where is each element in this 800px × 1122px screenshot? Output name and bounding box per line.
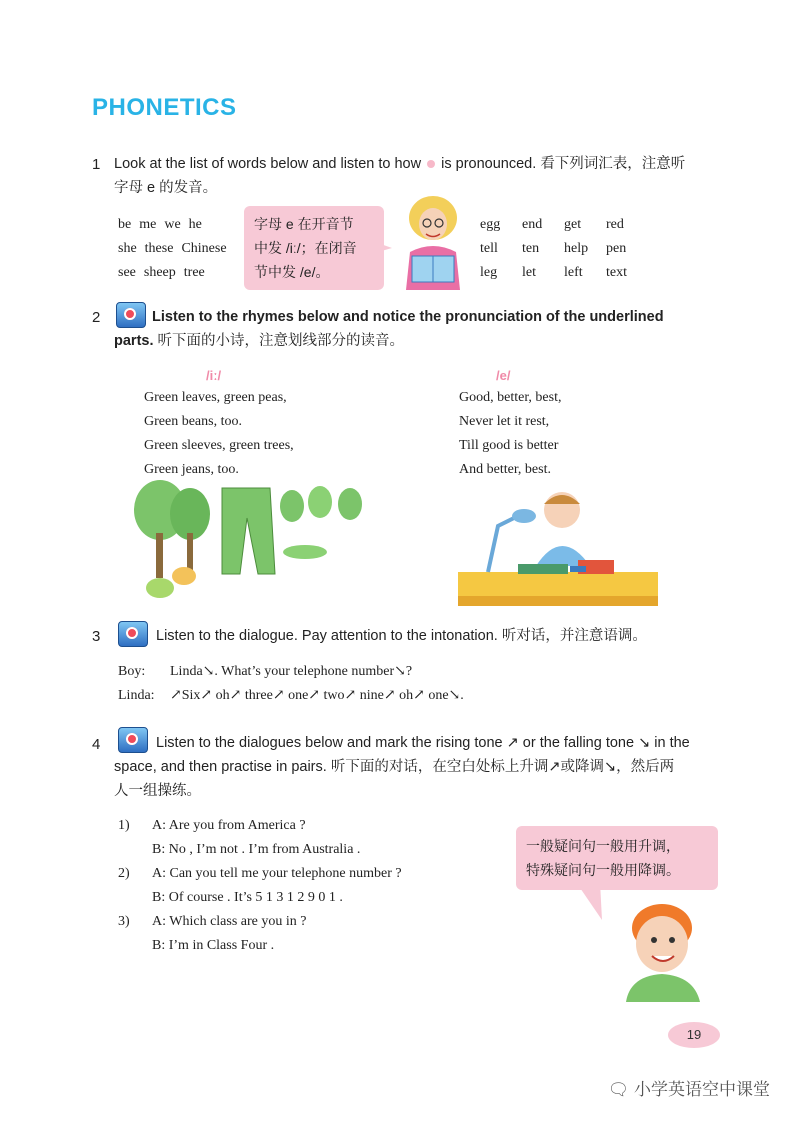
note-line: 节中发 /e/。	[254, 264, 330, 280]
note-line: 特殊疑问句一般用降调。	[526, 862, 680, 878]
dialogue-line: ↗Six↗ oh↗ three↗ one↗ two↗ nine↗ oh↗ one↘.	[170, 688, 464, 703]
item-number: 1)	[118, 818, 130, 833]
closed-syllable-words	[480, 213, 635, 285]
section-4-instruction	[156, 731, 716, 755]
word: end	[522, 217, 543, 232]
word: be	[118, 217, 132, 232]
instruction-cn: 字母 e 的发音。	[114, 180, 218, 196]
rhyme-line: Green sleeves, green trees,	[144, 438, 294, 453]
watermark-text: 小学英语空中课堂	[634, 1080, 770, 1099]
section-4-instruction-line2	[114, 755, 724, 803]
instruction-cn: 听对话，并注意语调。	[501, 628, 647, 644]
word: tree	[183, 265, 205, 280]
dialogue	[118, 660, 464, 708]
instruction-text: Listen to the rhymes below and notice the pronunciation of the underlined	[152, 309, 664, 325]
boy-illustration-icon	[618, 898, 708, 1002]
word: Chinese	[181, 241, 227, 256]
rhyme-right	[459, 386, 561, 482]
rhyme-line: And better, best.	[459, 462, 551, 477]
rhyme-line: Green beans, too.	[144, 414, 242, 429]
word: ten	[522, 241, 540, 256]
section-3-number: 3	[92, 628, 101, 645]
item-number: 2)	[118, 866, 130, 881]
section-3-instruction	[156, 624, 716, 648]
speaker-label: Linda:	[118, 688, 155, 703]
phonetic-symbol-e: /e/	[496, 368, 511, 383]
word: red	[606, 217, 624, 232]
letter-e-dot	[427, 160, 435, 168]
word: egg	[480, 217, 501, 232]
teacher-illustration-icon	[398, 190, 468, 290]
rhyme-left	[144, 386, 294, 482]
watermark	[608, 1075, 770, 1100]
note-line: 中发 /iː/；在闭音	[254, 240, 357, 256]
word: see	[118, 265, 136, 280]
exercise-list	[118, 814, 488, 958]
word: me	[139, 217, 157, 232]
instruction-cn: 看下列词汇表，注意听	[540, 156, 686, 172]
section-2-instruction-line2	[114, 329, 714, 353]
rhyme-line: Till good is better	[459, 438, 559, 453]
instruction-text: parts.	[114, 333, 154, 349]
wechat-icon: 🗨	[607, 1080, 630, 1099]
exercise-line[interactable]: A: Can you tell me your telephone number ?	[152, 866, 402, 881]
boy-studying-illustration-icon	[458, 486, 658, 606]
exercise-line[interactable]: B: No , I’m not . I’m from Australia .	[152, 842, 361, 857]
page-title: PHONETICS	[92, 94, 237, 121]
open-syllable-words	[118, 213, 235, 285]
speaker-label: Boy:	[118, 664, 146, 679]
word: these	[144, 241, 174, 256]
note-line: 一般疑问句一般用升调，	[526, 838, 680, 854]
rhyme-line: Green jeans, too.	[144, 462, 239, 477]
instruction-cn: 听下面的小诗，注意划线部分的读音。	[157, 333, 405, 349]
instruction-cn: 听下面的对话，在空白处标上升调↗或降调↘，然后两	[330, 759, 675, 775]
word: left	[564, 265, 583, 280]
section-1-number: 1	[92, 156, 101, 173]
word: pen	[606, 241, 627, 256]
phonetic-symbol-ee: /iː/	[206, 368, 222, 383]
note-line: 字母 e 在开音节	[254, 216, 354, 232]
word: we	[164, 217, 181, 232]
audio-icon[interactable]	[118, 621, 148, 647]
page-number: 19	[668, 1022, 720, 1048]
item-number: 3)	[118, 914, 130, 929]
dialogue-line: Linda↘. What’s your telephone number↘?	[170, 664, 413, 679]
word: get	[564, 217, 582, 232]
word: help	[564, 241, 589, 256]
exercise-line[interactable]: B: Of course . It’s 5 1 3 1 2 9 0 1 .	[152, 890, 343, 905]
instruction-text: is pronounced.	[441, 156, 537, 172]
audio-icon[interactable]	[118, 727, 148, 753]
instruction-text: space, and then practise in pairs.	[114, 759, 327, 775]
word: sheep	[143, 265, 176, 280]
note-pointer	[576, 882, 606, 922]
rhyme-line: Good, better, best,	[459, 390, 562, 405]
rhyme-line: Green leaves, green peas,	[144, 390, 287, 405]
note-pointer	[364, 236, 394, 258]
word: let	[522, 265, 536, 280]
instruction-cn: 人一组操练。	[114, 783, 201, 799]
section-4-number: 4	[92, 736, 101, 753]
instruction-text: Listen to the dialogues below and mark the rising tone ↗ or the falling tone ↘ in the	[156, 735, 690, 751]
instruction-text: Look at the list of words below and listen to how	[114, 156, 422, 172]
exercise-line[interactable]: A: Which class are you in ?	[152, 914, 307, 929]
rhyme-line: Never let it rest,	[459, 414, 550, 429]
section-2-number: 2	[92, 309, 101, 326]
green-things-illustration-icon	[130, 478, 370, 606]
word: text	[606, 265, 627, 280]
intonation-rule-note	[516, 826, 718, 890]
audio-icon[interactable]	[116, 302, 146, 328]
rule-note-e	[244, 206, 384, 290]
word: leg	[480, 265, 498, 280]
exercise-line[interactable]: B: I’m in Class Four .	[152, 938, 275, 953]
word: he	[188, 217, 202, 232]
word: she	[118, 241, 137, 256]
exercise-line[interactable]: A: Are you from America ?	[152, 818, 306, 833]
word: tell	[480, 241, 498, 256]
section-2-instruction	[152, 305, 722, 329]
instruction-text: Listen to the dialogue. Pay attention to the intonation.	[156, 628, 498, 644]
